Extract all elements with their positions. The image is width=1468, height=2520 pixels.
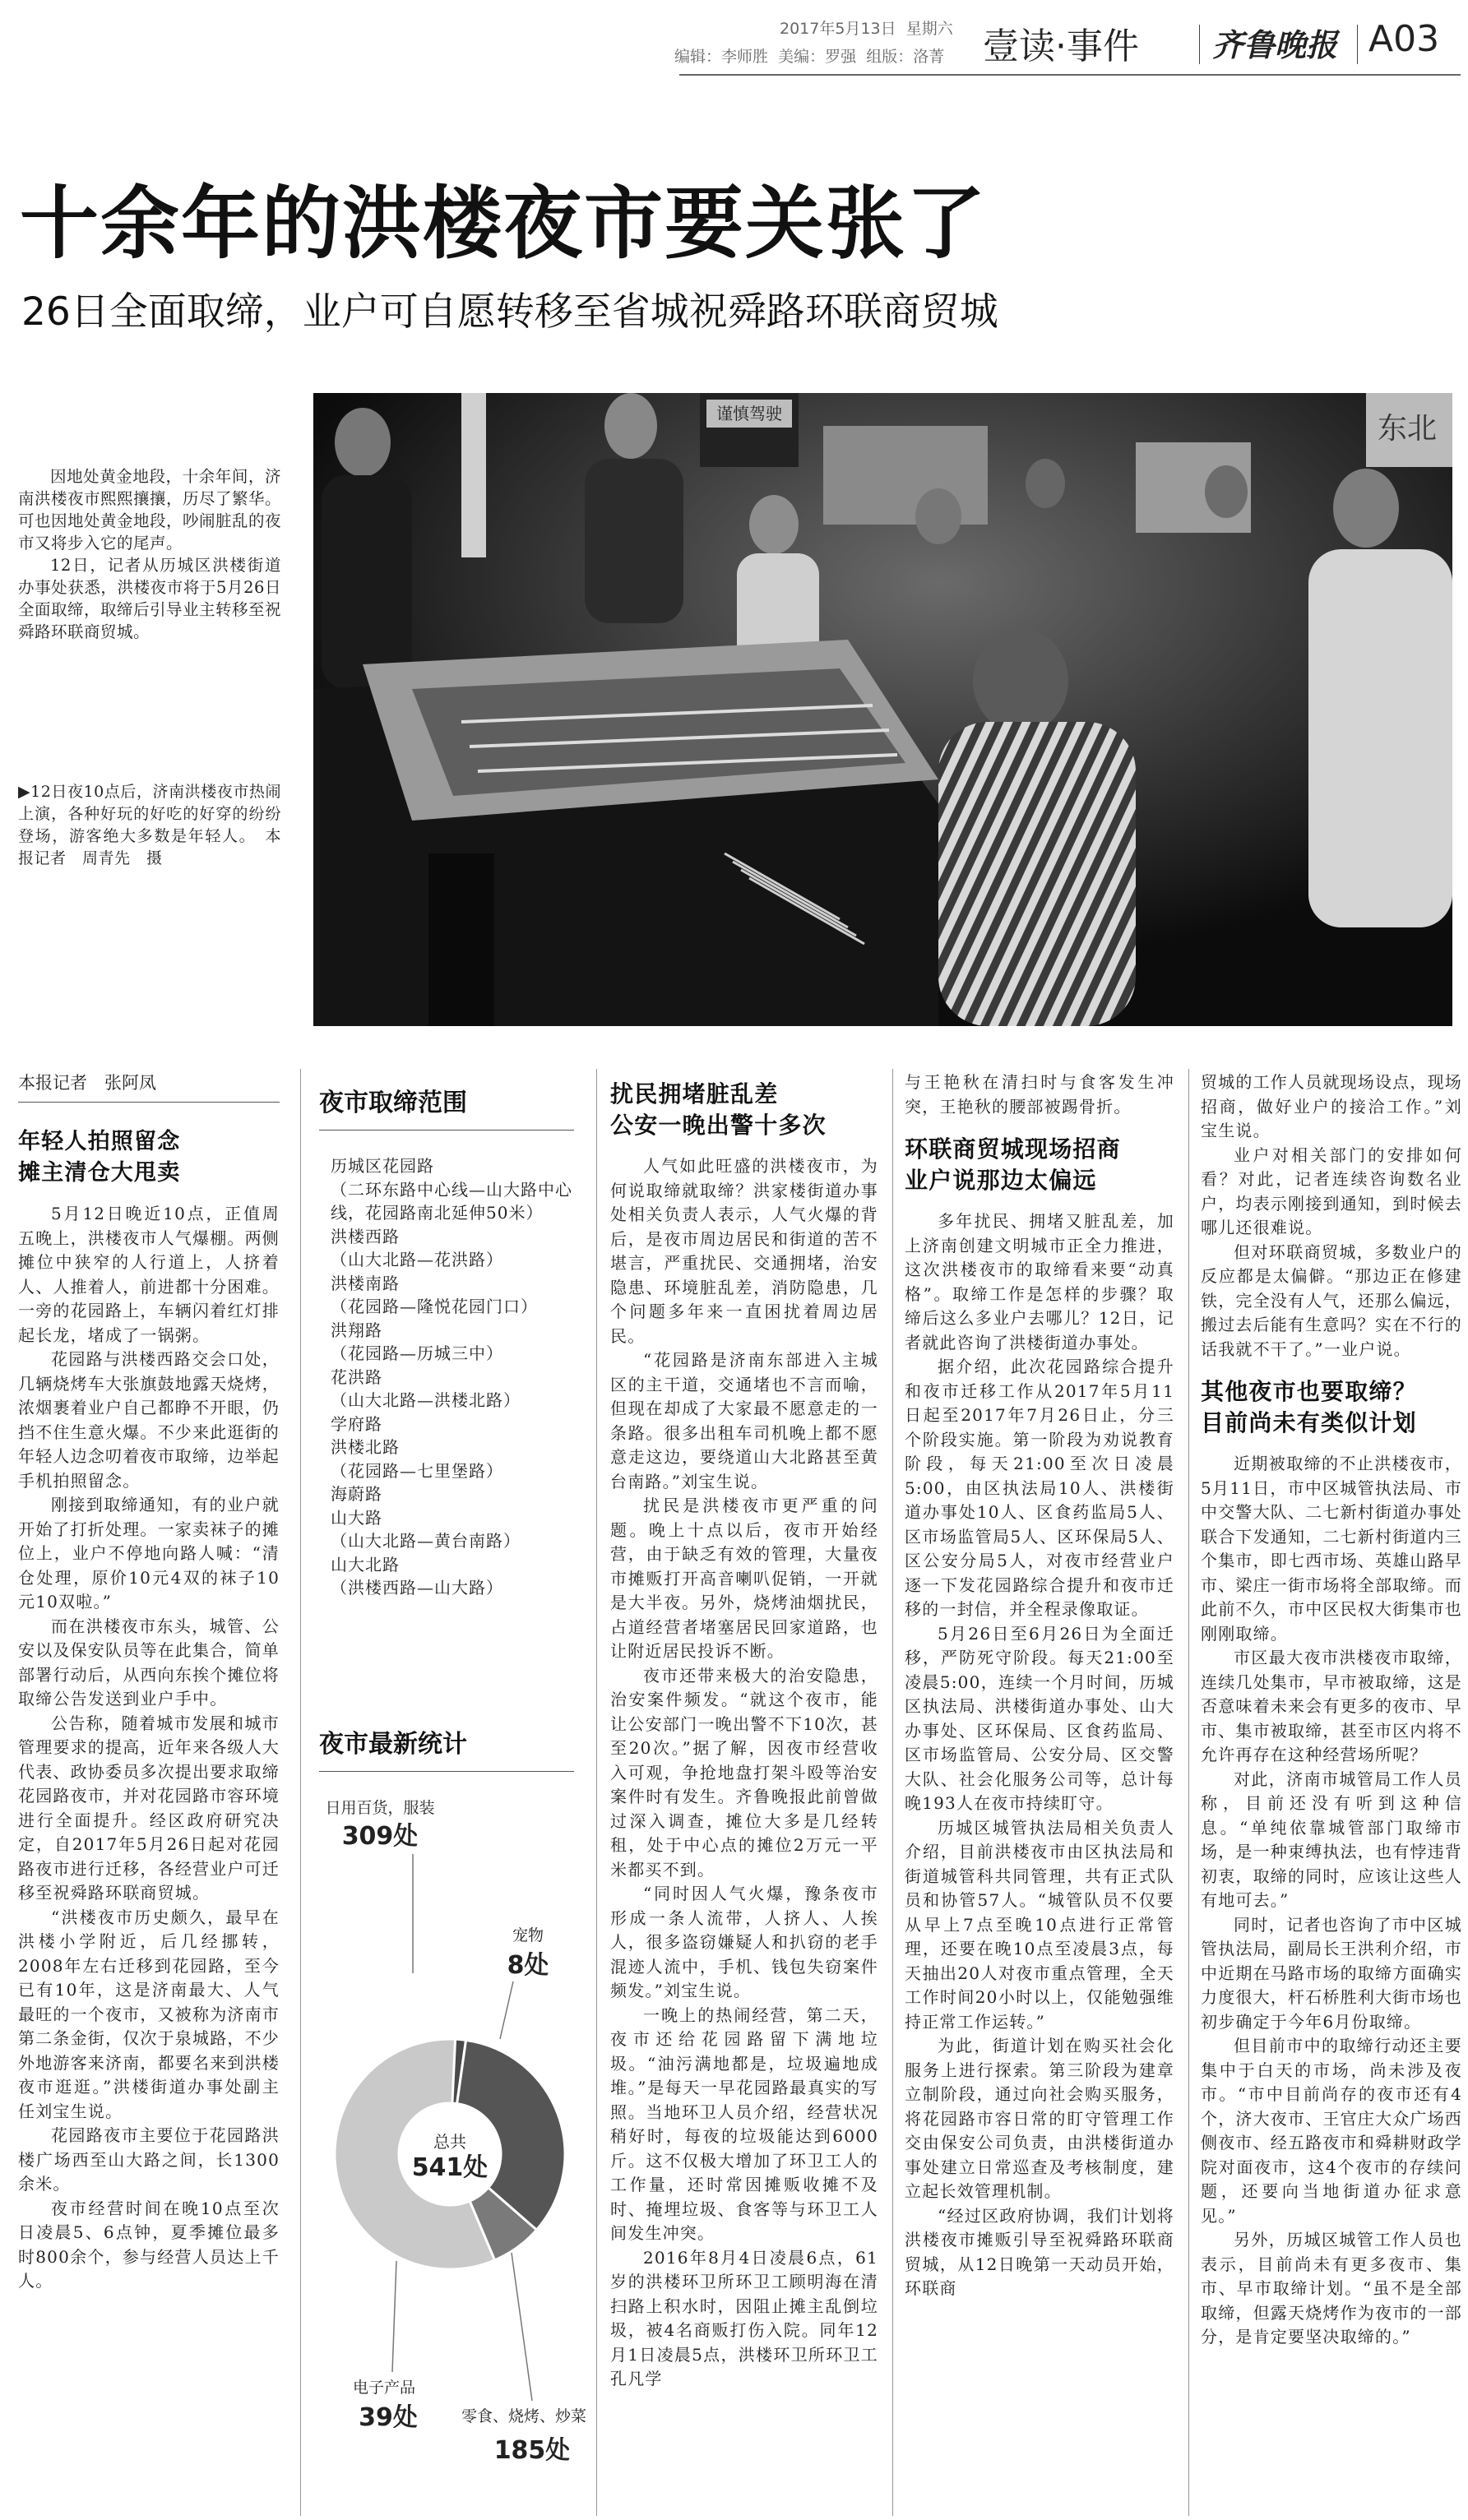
scope-line: （二环东路中心线—山大路中心线，花园路南北延伸50米） bbox=[331, 1179, 572, 1223]
masthead-date bbox=[780, 16, 953, 39]
photo-sign-2: 东北 bbox=[1377, 412, 1438, 446]
scope-line: 山大北路 bbox=[331, 1554, 400, 1574]
scope-line: （山大北路—黄台南路） bbox=[331, 1531, 521, 1551]
pie-leader-line bbox=[512, 2253, 532, 2401]
scope-line: （花园路—隆悦花园门口） bbox=[331, 1297, 538, 1316]
scope-line: （洪楼西路—山大路） bbox=[331, 1578, 503, 1598]
col5-para: 业户对相关部门的安排如何看？对此，记者连续咨询数名业户，均表示刚接到通知，到时候去哪儿还很难说。 bbox=[1201, 1144, 1462, 1237]
col3-para: 人气如此旺盛的洪楼夜市，为何说取缔就取缔？洪家楼街道办事处相关负责人表示，人气火爆的背后，是夜市周边居民和街道的苦不堪言，严重扰民、交通拥堵，治安隐患、环境脏乱差，消防隐患，几个问题多年来一直困扰着周边居民。 bbox=[610, 1156, 878, 1346]
column-3 bbox=[610, 1079, 878, 2513]
scope-line: （山大北路—花洪路） bbox=[331, 1250, 503, 1269]
pie-label: 宠物 bbox=[512, 1926, 544, 1944]
col4-para: 多年扰民、拥堵又脏乱差，加上济南创建文明城市正全力推进，这次洪楼夜市的取缔看来要“动真格”。取缔工作是怎样的步骤？取缔后这么多业户去哪儿？12日，记者就此咨询了洪楼街道办事处。 bbox=[905, 1211, 1174, 1352]
column-4 bbox=[905, 1070, 1174, 2513]
paper-logo: 齐鲁晚报 bbox=[1212, 26, 1338, 63]
pie-label: 309处 bbox=[341, 1822, 419, 1851]
col5-para: 市区最大夜市洪楼夜市取缔，连续几处集市，早市被取缔，这是否意味着未来会有更多的夜市、早市、集市被取缔，甚至市区内将不允许再存在这种经营场所呢？ bbox=[1201, 1648, 1462, 1764]
scope-line: 学府路 bbox=[331, 1413, 382, 1434]
scope-line: 洪楼西路 bbox=[331, 1226, 400, 1246]
pie-leader-line bbox=[500, 1981, 513, 2039]
col1-para: 花园路与洪楼西路交会口处，几辆烧烤车大张旗鼓地露天烧烤，浓烟裹着业户自己都睁不开眼，仍挡不住生意火爆。不少来此逛街的年轻人边念叨着夜市取缔，边举起手机拍照留念。 bbox=[18, 1349, 280, 1491]
col1-heading: 年轻人拍照留念 摊主清仓大甩卖 bbox=[18, 1129, 181, 1186]
subheadline: 26日全面取缔，业户可自愿转移至省城祝舜路环联商贸城 bbox=[21, 289, 998, 335]
scope-heading-rule bbox=[319, 1130, 574, 1131]
col4-para: “经过区政府协调，我们计划将洪楼夜市摊贩引导至祝舜路环联商贸城，从12日晚第一天动员开始，环联商 bbox=[905, 2205, 1174, 2298]
pie-label: 8处 bbox=[507, 1951, 549, 1980]
column-5 bbox=[1201, 1070, 1462, 2513]
scope-line: 海蔚路 bbox=[331, 1484, 382, 1504]
scope-line: 历城区花园路 bbox=[331, 1156, 434, 1176]
col1-para: “洪楼夜市历史颇久，最早在洪楼小学附近，后几经挪转，2008年左右迁移到花园路，至今已有10年，这是济南最大、人气最旺的一个夜市，又被称为济南市第二条金街，仅次于泉城路，不少外地游客来济南，都要名来到洪楼夜市逛逛。”洪楼街道办事处副主任刘宝生说。 bbox=[18, 1907, 280, 2121]
stats-heading: 夜市最新统计 bbox=[319, 1730, 467, 1759]
col3-para: 扰民是洪楼夜市更严重的问题。晚上十点以后，夜市开始经营，由于缺乏有效的管理，大量夜市摊贩打开高音喇叭促销，一开就是大半夜。另外，烧烤油烟扰民，占道经营者堵塞居民回家道路，也让附近居民投诉不断。 bbox=[610, 1496, 878, 1661]
photo-sign-1: 谨慎驾驶 bbox=[716, 404, 782, 423]
col5-para: 另外，历城区城管工作人员也表示，目前尚未有更多夜市、集市、早市取缔计划。“虽不是全部取缔，但露天烧烤作为夜市的一部分，是肯定要坚决取缔的。” bbox=[1201, 2230, 1462, 2347]
col1-para: 花园路夜市主要位于花园路洪楼广场西至山大路之间，长1300余米。 bbox=[18, 2125, 280, 2194]
col5-para: 对此，济南市城管局工作人员称，目前还没有听到这种信息。“单纯依靠城管部门取缔市场，是一种束缚执法，也有悖违背初衷，取缔的同时，应该让这些人有地可去。” bbox=[1201, 1769, 1462, 1910]
col5-para: 近期被取缔的不止洪楼夜市，5月11日，市中区城管执法局、市中交警大队、二七新村街道办事处联合下发通知，二七新村街道内三个集市，即七西市场、英雄山路早市、梁庄一街市场将全部取缔。而此前不久，市中区民权大街集市也刚刚取缔。 bbox=[1201, 1454, 1462, 1644]
pie-label: 日用百货，服装 bbox=[325, 1799, 435, 1817]
masthead-credits bbox=[674, 44, 944, 67]
col3-para: “花园路是济南东部进入主城区的主干道，交通堵也不言而喻，但现在却成了大家最不愿意走的一条路。很多出租车司机晚上都不愿意走这边，要绕道山大北路甚至黄台南路。”刘宝生说。 bbox=[610, 1350, 878, 1491]
scope-line: 花洪路 bbox=[331, 1366, 382, 1387]
col-divider-1 bbox=[300, 1069, 301, 2516]
lead-para-2: 12日，记者从历城区洪楼街道办事处获悉，洪楼夜市将于5月26日全面取缔，取缔后引导业主转移至祝舜路环联商贸城。 bbox=[18, 556, 281, 641]
col5-intro: 贸城的工作人员就现场设点，现场招商，做好业户的接洽工作。”刘宝生说。 bbox=[1201, 1072, 1462, 1140]
col1-para: 5月12日晚近10点，正值周五晚上，洪楼夜市人气爆棚。两侧摊位中狭窄的人行道上，人挤着人、人推着人，前进都十分困难。一旁的花园路上，车辆闪着红灯排起长龙，堵成了一锅粥。 bbox=[18, 1204, 280, 1345]
col4-para: 为此，街道计划在购买社会化服务上进行探索。第三阶段为建章立制阶段，通过向社会购买服务，将花园路市容日常的盯守管理工作交由保安公司负责，由洪楼街道办事处建立日常巡查及考核制度，建立起长效管理机制。 bbox=[905, 2036, 1174, 2201]
column-1 bbox=[18, 1112, 280, 2513]
date: 2017年5月13日 bbox=[780, 20, 896, 38]
col4-para: 据介绍，此次花园路综合提升和夜市迁移工作从2017年5月11日起至2017年7月26日止，分三个阶段实施。第一阶段为劝说教育阶段，每天21:00至次日凌晨5:00，由区执法局10人、洪楼街道办事处10人、区食药监局5人、区市场监管局5人、区环保局5人、区公安分局5人，对夜市经营业户逐一下发花园路综合提升和夜市迁移的一封信，并全程录像取证。 bbox=[905, 1357, 1174, 1619]
scope-line: 洪翔路 bbox=[331, 1320, 382, 1340]
weekday: 星期六 bbox=[905, 20, 953, 38]
col5-heading: 其他夜市也要取缔？ 目前尚未有类似计划 bbox=[1201, 1378, 1417, 1436]
lead-text bbox=[18, 465, 281, 753]
photo-illustration bbox=[313, 393, 1452, 1026]
page-number: A03 bbox=[1368, 18, 1440, 60]
scope-line: 洪楼北路 bbox=[331, 1437, 400, 1457]
pie-label: 541处 bbox=[411, 2153, 489, 2182]
section-name: 壹读·事件 bbox=[983, 25, 1139, 67]
pie-label: 总共 bbox=[433, 2132, 466, 2152]
scope-line: （花园路—七里堡路） bbox=[331, 1460, 503, 1481]
scope-line: （山大北路—洪楼北路） bbox=[331, 1390, 521, 1410]
scope-line: 山大路 bbox=[331, 1507, 382, 1528]
pie-leader-line bbox=[392, 2261, 396, 2372]
headline: 十余年的洪楼夜市要关张了 bbox=[20, 178, 987, 270]
col3-para: “同时因人气火爆，豫条夜市形成一条人流带，人挤人、人挨人，很多盗窃嫌疑人和扒窃的老手混迹人流中，手机、钱包失窃案件频发。”刘宝生说。 bbox=[610, 1884, 878, 2000]
stats-pie-chart bbox=[306, 1776, 594, 2483]
pie-label: 39处 bbox=[359, 2403, 418, 2432]
col3-para: 2016年8月4日凌晨6点，61岁的洪楼环卫所环卫工顾明海在清扫路上积水时，因阻止摊主乱倒垃圾，被4名商贩打伤入院。同年12月1日凌晨5点，洪楼环卫所环卫工孔凡学 bbox=[610, 2247, 878, 2388]
col1-para: 刚接到取缔通知，有的业户就开始了打折处理。一家卖袜子的摊位上，业户不停地向路人喊：“清仓处理，原价10元4双的袜子10元10双啦。” bbox=[18, 1495, 280, 1611]
masthead bbox=[0, 0, 1468, 82]
lead-para-1: 因地处黄金地段，十余年间，济南洪楼夜市熙熙攘攘，历尽了繁华。可也因地处黄金地段，吵闹脏乱的夜市又将步入它的尾声。 bbox=[18, 467, 281, 553]
col-divider-2 bbox=[596, 1069, 597, 2516]
col4-para: 5月26日至6月26日为全面迁移，严防死守阶段。每天21:00至凌晨5:00，连续一个月时间，历城区执法局、洪楼街道办事处、山大办事处、区环保局、区食药监局、区市场监管局、公安分局、区交警大队、社会化服务公司等，总计每晚193人在夜市持续盯守。 bbox=[905, 1623, 1174, 1813]
col5-para: 但对环联商贸城，多数业户的反应都是太偏僻。“那边正在修建铁，完全没有人气，还那么偏远，搬过去后能有生意吗？实在不行的话我就不干了。”一业户说。 bbox=[1201, 1242, 1462, 1359]
col5-para: 但目前市中的取缔行动还主要集中于白天的市场，尚未涉及夜市。“市中目前尚存的夜市还有4个，济大夜市、王官庄大众广场西侧夜市、经五路夜市和舜耕财政学院对面夜市，这4个夜市的存续问题，还要向当地街道办征求意见。” bbox=[1201, 2036, 1462, 2226]
editor-credit: 编辑：李师胜 bbox=[674, 48, 769, 66]
scope-list bbox=[331, 1154, 577, 1600]
col3-heading: 扰民拥堵脏乱差 公安一晚出警十多次 bbox=[610, 1080, 827, 1139]
scope-box bbox=[319, 1087, 582, 1712]
scope-heading: 夜市取缔范围 bbox=[319, 1089, 467, 1117]
art-credit: 美编：罗强 bbox=[778, 48, 857, 66]
col1-para: 而在洪楼夜市东头，城管、公安以及保安队员等在此集合，简单部署行动后，从西向东挨个摊位将取缔公告发送到业户手中。 bbox=[18, 1616, 280, 1709]
scope-line: 洪楼南路 bbox=[331, 1273, 400, 1293]
masthead-rule bbox=[679, 74, 1461, 76]
night-market-photo bbox=[313, 393, 1452, 1026]
col1-para: 公告称，随着城市发展和城市管理要求的提高，近年来各级人大代表、政协委员多次提出要求取缔花园路夜市，并对花园路市容环境进行全面提升。经区政府研究决定，自2017年5月26日起对花园路夜市进行迁移，各经营业户可迁移至祝舜路环联商贸城。 bbox=[18, 1713, 280, 1903]
col3-para: 一晚上的热闹经营，第二天，夜市还给花园路留下满地垃圾。“油污满地都是，垃圾遍地成堆。”是每天一早花园路最真实的写照。当地环卫人员介绍，经营状况稍好时，每夜的垃圾能达到6000斤。这不仅极大增加了环卫工人的工作量，还时常因摊贩收摊不及时、掩埋垃圾、食客等与环卫工人间发生冲突。 bbox=[610, 2004, 878, 2243]
col4-intro: 与王艳秋在清扫时与食客发生冲突，王艳秋的腰部被踢骨折。 bbox=[905, 1072, 1174, 1117]
masthead-divider bbox=[1199, 25, 1200, 64]
byline-rule bbox=[18, 1102, 280, 1103]
caption-text: ▶12日夜10点后，济南洪楼夜市热闹上演，各种好玩的好吃的好穿的纷纷登场，游客绝大多数是年轻人。 本报记者 周青先 摄 bbox=[18, 783, 281, 867]
col4-heading: 环联商贸城现场招商 业户说那边太偏远 bbox=[905, 1135, 1121, 1194]
pie-label: 185处 bbox=[493, 2436, 571, 2465]
pie-label: 电子产品 bbox=[352, 2379, 416, 2397]
byline: 本报记者 张阿凤 bbox=[18, 1073, 156, 1093]
scope-line: （花园路—历城三中） bbox=[331, 1343, 503, 1363]
proof-credit: 组版：洛菁 bbox=[866, 48, 945, 66]
col3-para: 夜市还带来极大的治安隐患，治安案件频发。“就这个夜市，能让公安部门一晚出警不下10次，甚至20次。”据了解，因夜市经营收入可观，争抢地盘打架斗殴等治安案件时有发生。齐鲁晚报此前曾做过深入调查，摊位大多是几经转租，处于中心点的摊位2万元一平米都买不到。 bbox=[610, 1665, 878, 1880]
masthead-divider-2 bbox=[1357, 25, 1358, 64]
col4-para: 历城区城管执法局相关负责人介绍，目前洪楼夜市由区执法局和街道城管科共同管理，共有正式队员和协管57人。“城管队员不仅要从早上7点至晚10点进行正常管理，还要在晚10点至凌晨3点，每天抽出20人对夜市重点管理，全天工作时间20小时以上，仅能勉强维持正常工作运转。” bbox=[905, 1817, 1174, 2032]
col-divider-4 bbox=[1188, 1069, 1189, 2516]
stats-heading-rule bbox=[319, 1771, 574, 1772]
col5-para: 同时，记者也咨询了市中区城管执法局，副局长王洪利介绍，市中近期在马路市场的取缔方面确实力度很大，杆石桥胜利大街市场也初步确定于今年6月份取缔。 bbox=[1201, 1914, 1462, 2032]
photo-caption bbox=[18, 781, 281, 880]
col-divider-3 bbox=[892, 1069, 893, 2516]
col1-para: 夜市经营时间在晚10点至次日凌晨5、6点钟，夏季摊位最多时800余个，参与经营人员达上千人。 bbox=[18, 2198, 280, 2291]
pie-label: 零食、烧烤、炒菜 bbox=[461, 2407, 587, 2425]
